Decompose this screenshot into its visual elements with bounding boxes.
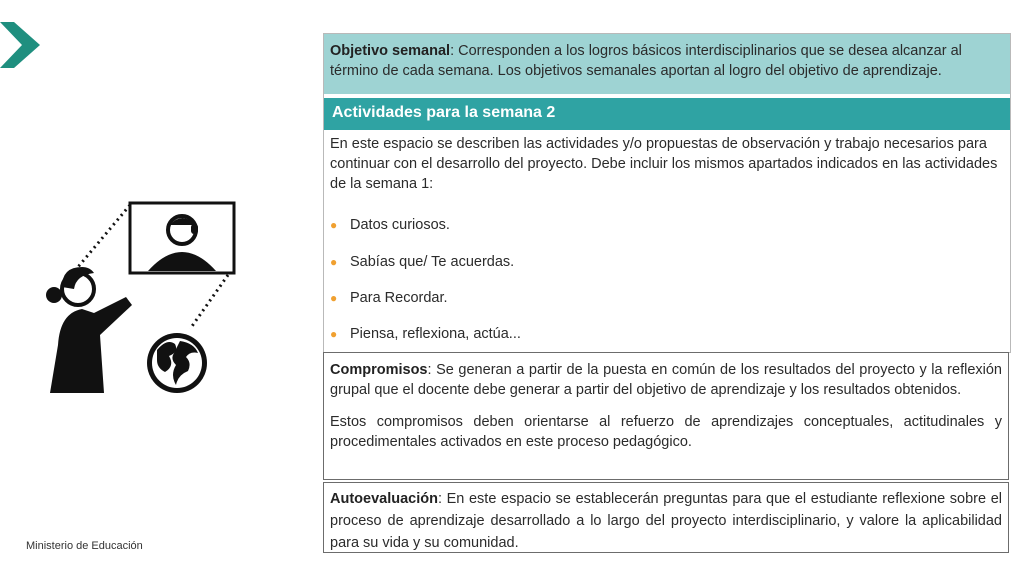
bullet-icon: ●: [330, 218, 338, 232]
objetivo-text: : Corresponden a los logros básicos interdisciplinarios que se desea alcanzar al término de cada semana. Los objetivos semanales aportan al logro del objetivo de aprendizaje.: [330, 43, 962, 79]
compromisos-box: [323, 352, 1009, 480]
compromisos-label: Compromisos: [330, 362, 428, 378]
actividades-description: En este espacio se describen las actividades y/o propuestas de observación y trabajo necesarios para continuar con el desarrollo del proyecto. Debe incluir los mismos apartados indicados en las actividades de la semana 1:: [330, 136, 998, 192]
autoevaluacion-label: Autoevaluación: [330, 491, 438, 507]
compromisos-text: : Se generan a partir de la puesta en común de los resultados del proyecto y la reflexión grupal que el docente debe generar a partir del objetivo de aprendizaje y los resultados obtenidos.: [330, 362, 1002, 398]
teacher-icon: [46, 267, 132, 393]
globe-icon: [147, 333, 207, 393]
screen-person-icon: [130, 203, 234, 273]
list-item: ● Sabías que/ Te acuerdas.: [330, 254, 515, 270]
arrow-icon: [0, 22, 40, 68]
objetivo-label: Objetivo semanal: [330, 43, 451, 59]
actividades-heading: Actividades para la semana 2: [324, 98, 1010, 130]
activities-panel: [323, 33, 1011, 353]
list-item: ● Datos curiosos.: [330, 217, 450, 233]
ministry-footer: Ministerio de Educación: [26, 540, 143, 552]
teacher-illustration: [30, 195, 250, 405]
bullet-icon: ●: [330, 255, 338, 269]
objetivo-semanal-box: [324, 34, 1010, 94]
list-item: ● Piensa, reflexiona, actúa...: [330, 326, 521, 342]
list-item: ● Para Recordar.: [330, 290, 448, 306]
compromisos-text-2: Estos compromisos deben orientarse al refuerzo de aprendizajes conceptuales, actitudinales y procedimentales activados en este proceso pedagógico.: [330, 414, 1002, 450]
bullet-icon: ●: [330, 291, 338, 305]
bullet-icon: ●: [330, 327, 338, 341]
autoevaluacion-box: [323, 482, 1009, 553]
autoevaluacion-text: : En este espacio se establecerán preguntas para que el estudiante reflexione sobre el proceso de aprendizaje desarrollado a lo largo del proyecto interdisciplinario, y valore la aplicabilidad para su vida y su comunidad.: [330, 491, 1002, 551]
